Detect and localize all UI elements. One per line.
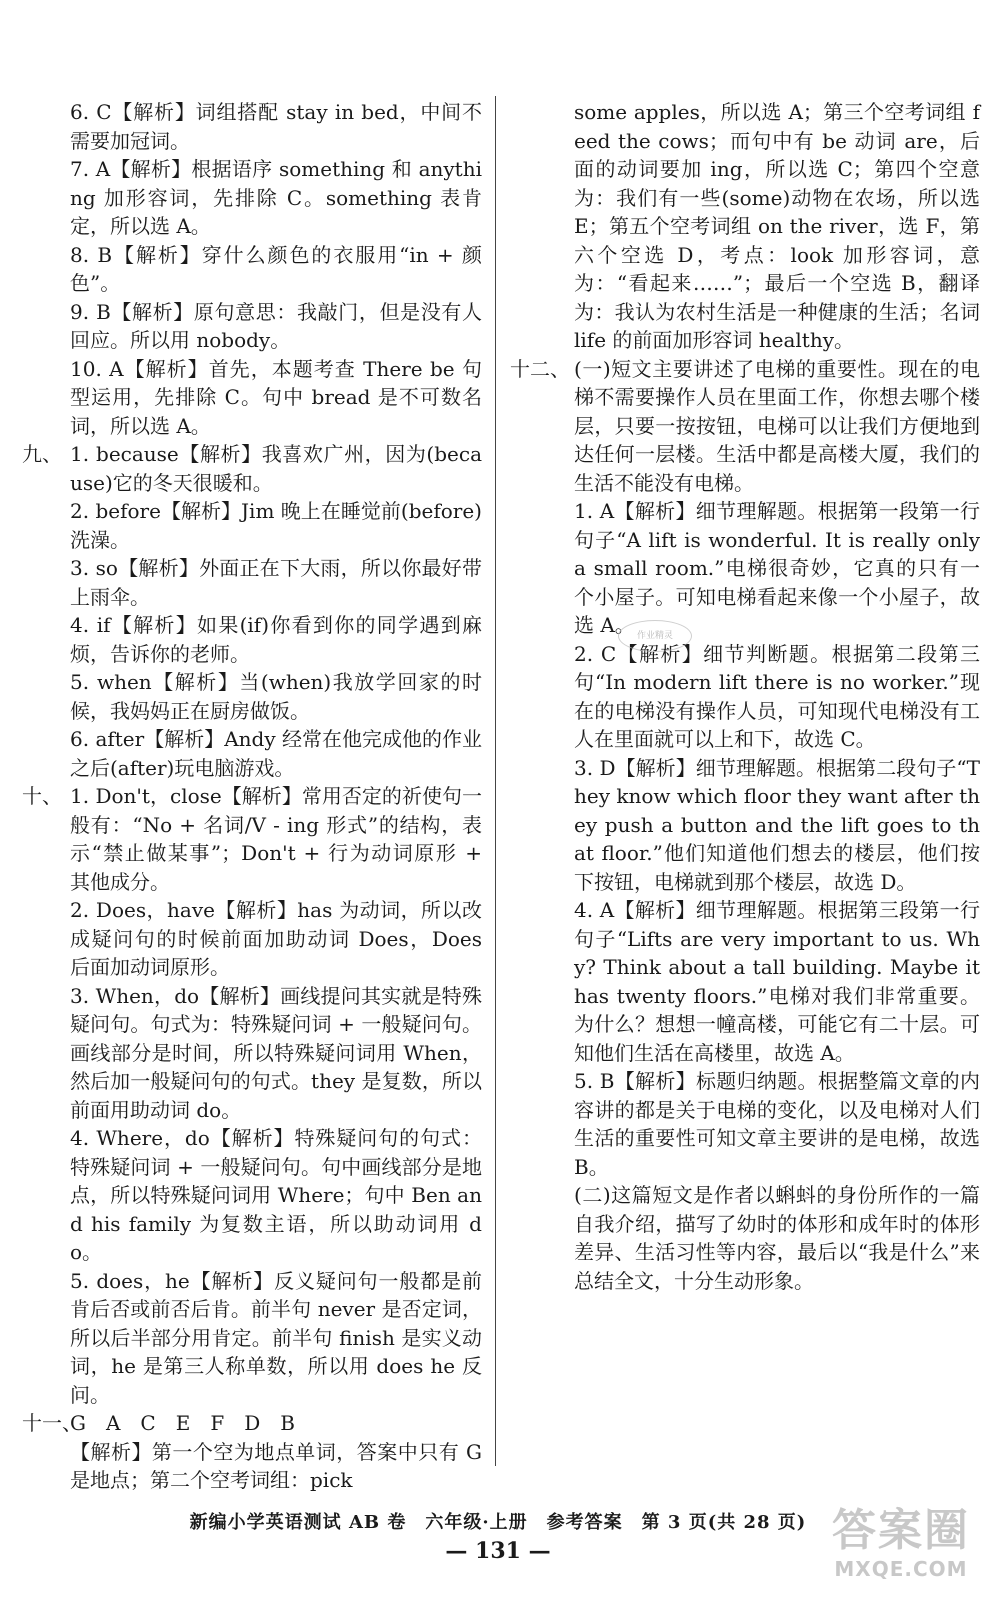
answer-item: 10. A【解析】首先，本题考查 There be 句型运用，先排除 C。句中 bread 是不可数名词，所以选 A。 <box>70 356 482 438</box>
q8-list <box>22 98 482 440</box>
answer-item: 2. Does，have【解析】has 为动词，所以改成疑问句的时候前面加助动词 Does，Does 后面加动词原形。 <box>70 898 482 979</box>
answer-item: 5. B【解析】标题归纳题。根据整篇文章的内容讲的都是关于电梯的变化，以及电梯对人们生活的重要性可知文章主要讲的是电梯，故选 B。 <box>574 1069 980 1179</box>
answer-item: 2. C【解析】细节判断题。根据第二段第三句“In modern lift there is no worker.”现在的电梯没有操作人员，可知现代电梯没有工人在里面就可以上和下，故选 C。 <box>574 641 980 751</box>
answer-item: 6. after【解析】Andy 经常在他完成他的作业之后(after)玩电脑游戏。 <box>70 727 482 780</box>
answer-item: 1. Don't，close【解析】常用否定的祈使句一般有：“No + 名词/V - ing 形式”的结构，表示“禁止做某事”；Don't + 行为动词原形 + 其他成分。 <box>70 784 482 894</box>
watermark-main: 答案圈 <box>832 1505 970 1556</box>
answer-item: 3. so【解析】外面正在下大雨，所以你最好带上雨伞。 <box>70 556 482 609</box>
passage-summary: (二)这篇短文是作者以蝌蚪的身份所作的一篇自我介绍，描写了幼时的体形和成年时的体形差异、生活习性等内容，最后以“我是什么”来总结全文，十分生动形象。 <box>574 1183 980 1293</box>
section-number: 十、 <box>22 784 62 808</box>
answer-item: 3. When，do【解析】画线提问其实就是特殊疑问句。句式为：特殊疑问词 + 一般疑问句。画线部分是时间，所以特殊疑问词用 When，然后加一般疑问句的句式。they 是复数，所以前面用助动词 do。 <box>70 983 482 1122</box>
column-divider <box>495 96 496 1466</box>
answer-item: 3. D【解析】细节理解题。根据第二段句子“They know which floor they want after they push a button and the lift goes to that floor.”他们知道他们想去的楼层，他们按下按钮，电梯就到那个楼层，故选 D。 <box>574 755 980 894</box>
answer-analysis: 【解析】第一个空为地点单词，答案中只有 G 是地点；第二个空考词组：pick <box>70 1439 482 1492</box>
section-number: 十一、 <box>22 1411 82 1435</box>
section-11 <box>22 1409 482 1495</box>
answer-sequence: G A C E F D B <box>70 1411 295 1435</box>
answer-item: 8. B【解析】穿什么颜色的衣服用“in + 颜色”。 <box>70 242 482 295</box>
watermark-url: MXQE.COM <box>834 1557 968 1581</box>
analysis-continuation: some apples，所以选 A；第三个空考词组 feed the cows；而句中有 be 动词 are，后面的动词要加 ing，所以选 C；第四个空意为：我们有一些(some)动物在农场，所以选 E；第五个空考词组 on the river，选 F，第六个空选 D，考点：look 加形容词，意为：“看起来……”；最后一个空选 B，翻译为：我认为农村生活是一种健康的生活；名词 life 的前面加形容词 healthy。 <box>574 100 980 352</box>
section-12 <box>510 355 980 1296</box>
answer-item: 4. A【解析】细节理解题。根据第三段第一行句子“Lifts are very important to us. Why? Think about a tall building. Maybe it has twenty floors.”电梯对我们非常重要。为什么？想想一幢高楼，可能它有二十层。可知他们生活在高楼里，故选 A。 <box>574 898 980 1065</box>
section-number: 十二、 <box>510 356 570 381</box>
answer-item: 4. Where，do【解析】特殊疑问句的句式：特殊疑问词 + 一般疑问句。句中画线部分是地点，所以特殊疑问词用 Where；句中 Ben and his family 为复数主语，所以助动词用 do。 <box>70 1126 482 1264</box>
answer-item: 4. if【解析】如果(if)你看到你的同学遇到麻烦，告诉你的老师。 <box>70 613 482 666</box>
section-10 <box>22 782 482 1409</box>
answer-item: 1. A【解析】细节理解题。根据第一段第一行句子“A lift is wonderful. It is really only a small room.”电梯很奇妙，它真的只有一个小屋子。可知电梯看起来像一个小屋子，故选 A。 <box>574 499 980 637</box>
answer-item: 9. B【解析】原句意思：我敲门，但是没有人回应。所以用 nobody。 <box>70 299 482 352</box>
answer-item: 6. C【解析】词组搭配 stay in bed，中间不需要加冠词。 <box>70 100 482 153</box>
footer-book-info: 新编小学英语测试 AB 卷 六年级·上册 参考答案 第 3 页(共 28 页) <box>189 1512 807 1533</box>
stamp-mark: 作业精灵 <box>618 620 692 652</box>
answer-item: 2. before【解析】Jim 晚上在睡觉前(before)洗澡。 <box>70 499 482 552</box>
answer-item: 5. does，he【解析】反义疑问句一般都是前肯后否或前否后肯。前半句 never 是否定词，所以后半部分用肯定。前半句 finish 是实义动词，he 是第三人称单数，所以用 does he 反问。 <box>70 1268 482 1407</box>
answer-item: 7. A【解析】根据语序 something 和 anything 加形容词，先排除 C。something 表肯定，所以选 A。 <box>70 157 482 238</box>
left-column <box>22 98 482 1495</box>
passage-summary: (一)短文主要讲述了电梯的重要性。现在的电梯不需要操作人员在里面工作，你想去哪个楼层，只要一按按钮，电梯可以让我们方便地到达任何一层楼。生活中都是高楼大厦，我们的生活不能没有电梯。 <box>574 356 980 495</box>
section-9 <box>22 440 482 782</box>
section-number: 九、 <box>22 442 62 466</box>
answer-item: 5. when【解析】当(when)我放学回家的时候，我妈妈正在厨房做饭。 <box>70 670 482 723</box>
watermark-logo <box>826 1505 976 1595</box>
page-number: — 131 — <box>445 1538 551 1564</box>
answer-item: 1. because【解析】我喜欢广州，因为(because)它的冬天很暖和。 <box>70 442 482 495</box>
right-column <box>510 98 980 1295</box>
